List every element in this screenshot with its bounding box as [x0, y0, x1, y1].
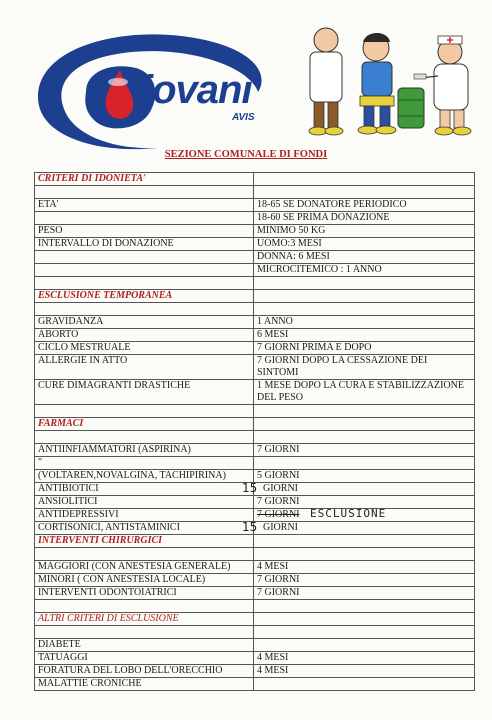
- criterion-cell: MALATTIE CRONICHE: [35, 678, 254, 691]
- value-cell: [254, 626, 475, 639]
- criterion-cell: CURE DIMAGRANTI DRASTICHE: [35, 380, 254, 405]
- criterion-cell: ANTIINFIAMMATORI (ASPIRINA): [35, 444, 254, 457]
- value-cell: MICROCITEMICO : 1 ANNO: [254, 264, 475, 277]
- criterion-cell: CICLO MESTRUALE: [35, 342, 254, 355]
- value-cell: [254, 277, 475, 290]
- value-cell: 1 MESE DOPO LA CURA E STABILIZZAZIONE DEL PESO: [254, 380, 475, 405]
- table-row: [35, 405, 475, 418]
- table-row: [35, 212, 475, 225]
- table-row: [35, 600, 475, 613]
- criterion-cell: [35, 405, 254, 418]
- criterion-cell: (VOLTAREN,NOVALGINA, TACHIPIRINA): [35, 470, 254, 483]
- table-row: [35, 225, 475, 238]
- criterion-cell: ANTIBIOTICI: [35, 483, 254, 496]
- table-row: [35, 652, 475, 665]
- criterion-cell: [35, 251, 254, 264]
- value-cell: 7 GIORNI DOPO LA CESSAZIONE DEI SINTOMI: [254, 355, 475, 380]
- value-cell: 18-65 SE DONATORE PERIODICO: [254, 199, 475, 212]
- table-row: [35, 522, 475, 535]
- criterion-cell: [35, 264, 254, 277]
- value-cell: [254, 678, 475, 691]
- value-cell: [254, 535, 475, 548]
- logo-avis-label: AVIS: [232, 112, 255, 123]
- table-row: [35, 251, 475, 264]
- value-cell: [254, 173, 475, 186]
- table-row: [35, 303, 475, 316]
- value-cell: UOMO:3 MESI: [254, 238, 475, 251]
- criterion-cell: ETA': [35, 199, 254, 212]
- value-cell: [254, 405, 475, 418]
- value-cell: 1 ANNO: [254, 316, 475, 329]
- value-cell: [254, 639, 475, 652]
- value-cell: DONNA: 6 MESI: [254, 251, 475, 264]
- value-cell: [254, 457, 475, 470]
- value-cell: 4 MESI: [254, 561, 475, 574]
- table-row: [35, 483, 475, 496]
- table-row: [35, 290, 475, 303]
- criterion-cell: CRITERI DI IDONIETA': [35, 173, 254, 186]
- table-row: [35, 380, 475, 405]
- value-cell: 7 GIORNI: [254, 496, 475, 509]
- criterion-cell: ALLERGIE IN ATTO: [35, 355, 254, 380]
- value-cell: 4 MESI: [254, 665, 475, 678]
- table-row: [35, 457, 475, 470]
- value-cell: [254, 290, 475, 303]
- criterion-cell: [35, 212, 254, 225]
- criterion-cell: [35, 431, 254, 444]
- criterion-cell: DIABETE: [35, 639, 254, 652]
- cartoon-illustration: [300, 18, 488, 140]
- table-row: [35, 355, 475, 380]
- value-cell: [254, 418, 475, 431]
- value-cell: [254, 303, 475, 316]
- criterion-cell: [35, 277, 254, 290]
- table-row: [35, 626, 475, 639]
- handwritten-note: ESCLUSIONE: [310, 507, 387, 520]
- handwritten-days: 15: [242, 481, 258, 495]
- criterion-cell: [35, 626, 254, 639]
- table-row: [35, 535, 475, 548]
- criterion-cell: FARMACI: [35, 418, 254, 431]
- table-row: [35, 199, 475, 212]
- table-row: [35, 238, 475, 251]
- handwritten-days: 15: [242, 520, 258, 534]
- table-row: [35, 342, 475, 355]
- table-row: [35, 316, 475, 329]
- criterion-cell: ANTIDEPRESSIVI: [35, 509, 254, 522]
- criterion-cell: CORTISONICI, ANTISTAMINICI: [35, 522, 254, 535]
- page-header: [0, 0, 492, 150]
- criterion-cell: [35, 600, 254, 613]
- value-cell: [254, 600, 475, 613]
- value-cell: 7 GIORNI PRIMA E DOPO: [254, 342, 475, 355]
- criterion-cell: ESCLUSIONE TEMPORANEA: [35, 290, 254, 303]
- value-cell: [254, 186, 475, 199]
- section-title: SEZIONE COMUNALE DI FONDI: [164, 149, 328, 160]
- value-text: GIORNI: [263, 522, 298, 533]
- criterion-cell: GRAVIDANZA: [35, 316, 254, 329]
- criterion-cell: INTERVENTI ODONTOIATRICI: [35, 587, 254, 600]
- value-cell: 7 GIORNI: [254, 587, 475, 600]
- criterion-cell: INTERVALLO DI DONAZIONE: [35, 238, 254, 251]
- criterion-cell: [35, 548, 254, 561]
- value-cell: [254, 613, 475, 626]
- value-cell: 5 GIORNI: [254, 470, 475, 483]
- table-row: [35, 329, 475, 342]
- logo-wordmark: iovani: [142, 68, 252, 112]
- criterion-cell: INTERVENTI CHIRURGICI: [35, 535, 254, 548]
- criterion-cell: MAGGIORI (CON ANESTESIA GENERALE): [35, 561, 254, 574]
- value-cell: [254, 548, 475, 561]
- criterion-cell: FORATURA DEL LOBO DELL'ORECCHIO: [35, 665, 254, 678]
- criterion-cell: PESO: [35, 225, 254, 238]
- criterion-cell: ALTRI CRITERI DI ESCLUSIONE: [35, 613, 254, 626]
- table-row: [35, 264, 475, 277]
- criterion-cell: [35, 303, 254, 316]
- table-row: [35, 173, 475, 186]
- table-row: [35, 639, 475, 652]
- table-row: [35, 587, 475, 600]
- table-row: [35, 444, 475, 457]
- struck-value: 7 GIORNI: [257, 509, 300, 520]
- criterion-cell: ": [35, 457, 254, 470]
- criterion-cell: ANSIOLITICI: [35, 496, 254, 509]
- value-cell: 6 MESI: [254, 329, 475, 342]
- value-cell: [254, 431, 475, 444]
- table-row: [35, 678, 475, 691]
- table-row: [35, 561, 475, 574]
- table-row: [35, 574, 475, 587]
- value-cell: 18-60 SE PRIMA DONAZIONE: [254, 212, 475, 225]
- criterion-cell: [35, 186, 254, 199]
- table-row: [35, 613, 475, 626]
- value-cell: [242, 520, 475, 535]
- eligibility-table: [34, 172, 475, 691]
- table-row: [35, 665, 475, 678]
- criterion-cell: ABORTO: [35, 329, 254, 342]
- table-row: [35, 431, 475, 444]
- criterion-cell: MINORI ( CON ANESTESIA LOCALE): [35, 574, 254, 587]
- table-row: [35, 277, 475, 290]
- criterion-cell: TATUAGGI: [35, 652, 254, 665]
- value-cell: MINIMO 50 KG: [254, 225, 475, 238]
- value-cell: [242, 481, 475, 496]
- value-cell: 4 MESI: [254, 652, 475, 665]
- value-cell: 7 GIORNI: [254, 574, 475, 587]
- table-row: [35, 496, 475, 509]
- table-row: [35, 186, 475, 199]
- table-row: [35, 548, 475, 561]
- table-row: [35, 418, 475, 431]
- value-text: GIORNI: [263, 483, 298, 494]
- value-cell: 7 GIORNI: [254, 444, 475, 457]
